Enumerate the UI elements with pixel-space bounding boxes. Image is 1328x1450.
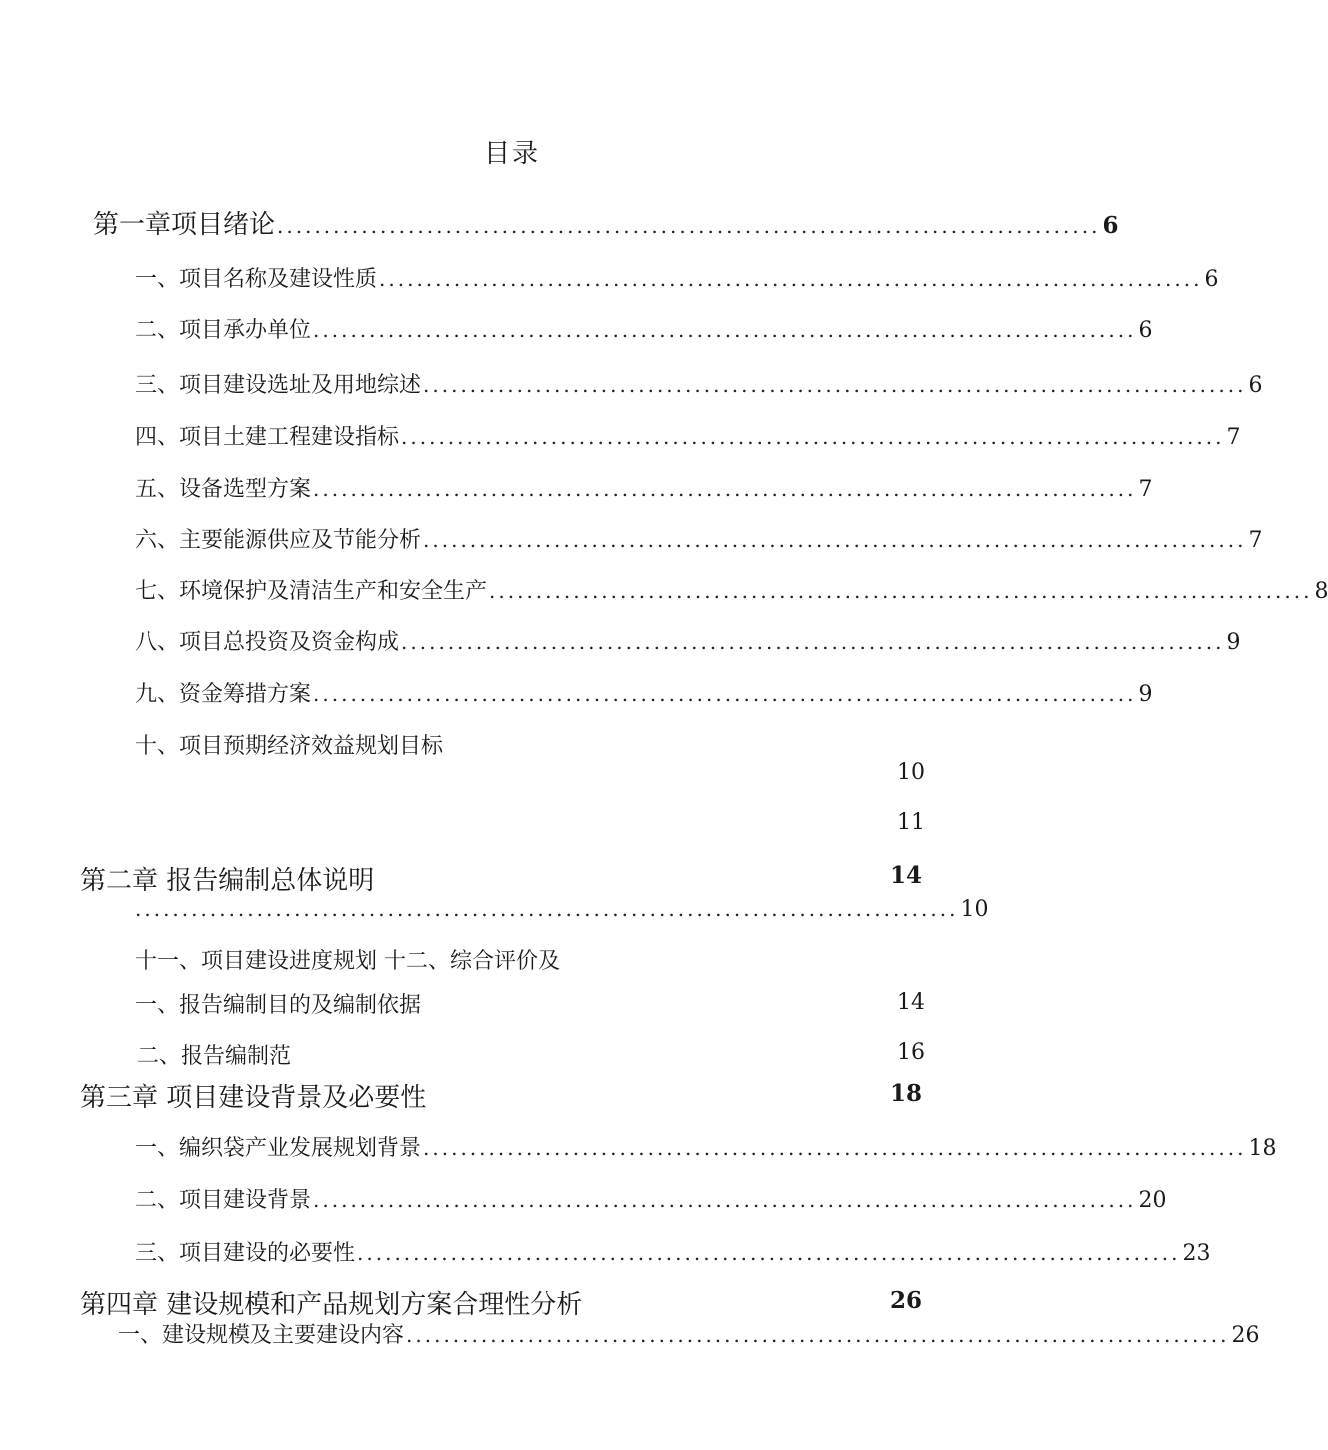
toc-entry-1-2[interactable]: [135, 313, 1153, 344]
toc-entry-2-2-label[interactable]: 二、报告编制范: [137, 1044, 292, 1069]
toc-dots-line: [135, 897, 989, 922]
leader-dots: ........................................................................................: [277, 214, 1101, 238]
toc-entry-label: 第一章项目绪论: [93, 210, 276, 240]
toc-entry-label: 九、资金筹措方案: [135, 682, 312, 707]
toc-entry-chapter-4-page: 26: [889, 1287, 922, 1314]
leader-dots: ........................................................................................: [357, 1241, 1181, 1265]
toc-page-number: 7: [1248, 528, 1263, 553]
leader-dots: ........................................................................................: [406, 1323, 1230, 1347]
toc-entry-label: 三、项目建设选址及用地综述: [135, 373, 422, 398]
toc-page-number: 8: [1314, 579, 1328, 604]
toc-entry-2-2-page: 16: [897, 1040, 925, 1065]
leader-dots: ........................................................................................: [313, 682, 1137, 706]
toc-entry-label: 一、编织袋产业发展规划背景: [135, 1136, 422, 1161]
toc-entry-4-1[interactable]: [118, 1318, 1260, 1349]
toc-entry-label: 三、项目建设的必要性: [135, 1241, 356, 1266]
leader-dots: ........................................................................................: [135, 897, 959, 921]
toc-page-number: 7: [1138, 477, 1153, 502]
toc-entry-3-2[interactable]: [135, 1183, 1167, 1214]
toc-entry-chapter-2-page: 14: [889, 862, 922, 889]
toc-entry-1-6[interactable]: [135, 523, 1263, 554]
leader-dots: ........................................................................................: [401, 425, 1225, 449]
toc-page-number: 6: [1248, 373, 1263, 398]
toc-entry-label: 二、项目建设背景: [135, 1188, 312, 1213]
toc-entry-chapter-2-label[interactable]: 第二章 报告编制总体说明: [80, 866, 375, 896]
toc-entry-chapter-3-page: 18: [889, 1080, 922, 1107]
toc-page-number: 20: [1138, 1188, 1167, 1213]
toc-entry-1-10-page: 10: [897, 760, 925, 785]
toc-extra-page-number: 11: [897, 810, 925, 835]
toc-entry-3-3[interactable]: [135, 1236, 1211, 1267]
toc-page-number: 6: [1204, 267, 1219, 292]
toc-page-number: 10: [960, 897, 989, 922]
toc-entry-1-1[interactable]: [135, 262, 1219, 293]
toc-page-number: 9: [1138, 682, 1153, 707]
toc-entry-1-8[interactable]: [135, 625, 1241, 656]
toc-entry-label: 七、环境保护及清洁生产和安全生产: [135, 579, 488, 604]
leader-dots: ........................................................................................: [313, 318, 1137, 342]
toc-entry-1-5[interactable]: [135, 472, 1153, 503]
toc-page-number: 23: [1182, 1241, 1211, 1266]
toc-entry-label: 八、项目总投资及资金构成: [135, 630, 400, 655]
toc-page-number: 7: [1226, 425, 1241, 450]
leader-dots: ........................................................................................: [313, 1188, 1137, 1212]
toc-entry-1-4[interactable]: [135, 420, 1241, 451]
toc-entry-chapter-1[interactable]: [93, 204, 1119, 241]
toc-entry-label: 六、主要能源供应及节能分析: [135, 528, 422, 553]
toc-page-number: 9: [1226, 630, 1241, 655]
toc-entry-label: 五、设备选型方案: [135, 477, 312, 502]
toc-entry-3-1[interactable]: [135, 1131, 1277, 1162]
toc-entry-label: 一、建设规模及主要建设内容: [118, 1323, 405, 1348]
leader-dots: ........................................................................................: [379, 267, 1203, 291]
toc-entry-chapter-4-label[interactable]: 第四章 建设规模和产品规划方案合理性分析: [80, 1290, 583, 1320]
toc-entry-1-10-label[interactable]: 十、项目预期经济效益规划目标: [135, 734, 444, 759]
leader-dots: ........................................................................................: [313, 477, 1137, 501]
toc-page-number: 18: [1248, 1136, 1277, 1161]
toc-entry-2-1-page: 14: [897, 990, 925, 1015]
toc-entry-label: 四、项目土建工程建设指标: [135, 425, 400, 450]
leader-dots: ........................................................................................: [489, 579, 1313, 603]
toc-entry-1-3[interactable]: [135, 368, 1263, 399]
page-title: 目录: [483, 139, 540, 169]
leader-dots: ........................................................................................: [401, 630, 1225, 654]
toc-entry-chapter-3-label[interactable]: 第三章 项目建设背景及必要性: [80, 1083, 427, 1113]
toc-entry-label: 一、项目名称及建设性质: [135, 267, 378, 292]
toc-entry-1-11-12[interactable]: 十一、项目建设进度规划 十二、综合评价及: [135, 949, 560, 974]
toc-page-number: 6: [1102, 212, 1119, 239]
toc-entry-2-1-label[interactable]: 一、报告编制目的及编制依据: [135, 993, 422, 1018]
toc-page-number: 6: [1138, 318, 1153, 343]
toc-page-number: 26: [1231, 1323, 1260, 1348]
leader-dots: ........................................................................................: [423, 1136, 1247, 1160]
toc-entry-1-9[interactable]: [135, 677, 1153, 708]
toc-entry-1-7[interactable]: [135, 574, 1328, 605]
leader-dots: ........................................................................................: [423, 373, 1247, 397]
leader-dots: ........................................................................................: [423, 528, 1247, 552]
toc-entry-label: 二、项目承办单位: [135, 318, 312, 343]
